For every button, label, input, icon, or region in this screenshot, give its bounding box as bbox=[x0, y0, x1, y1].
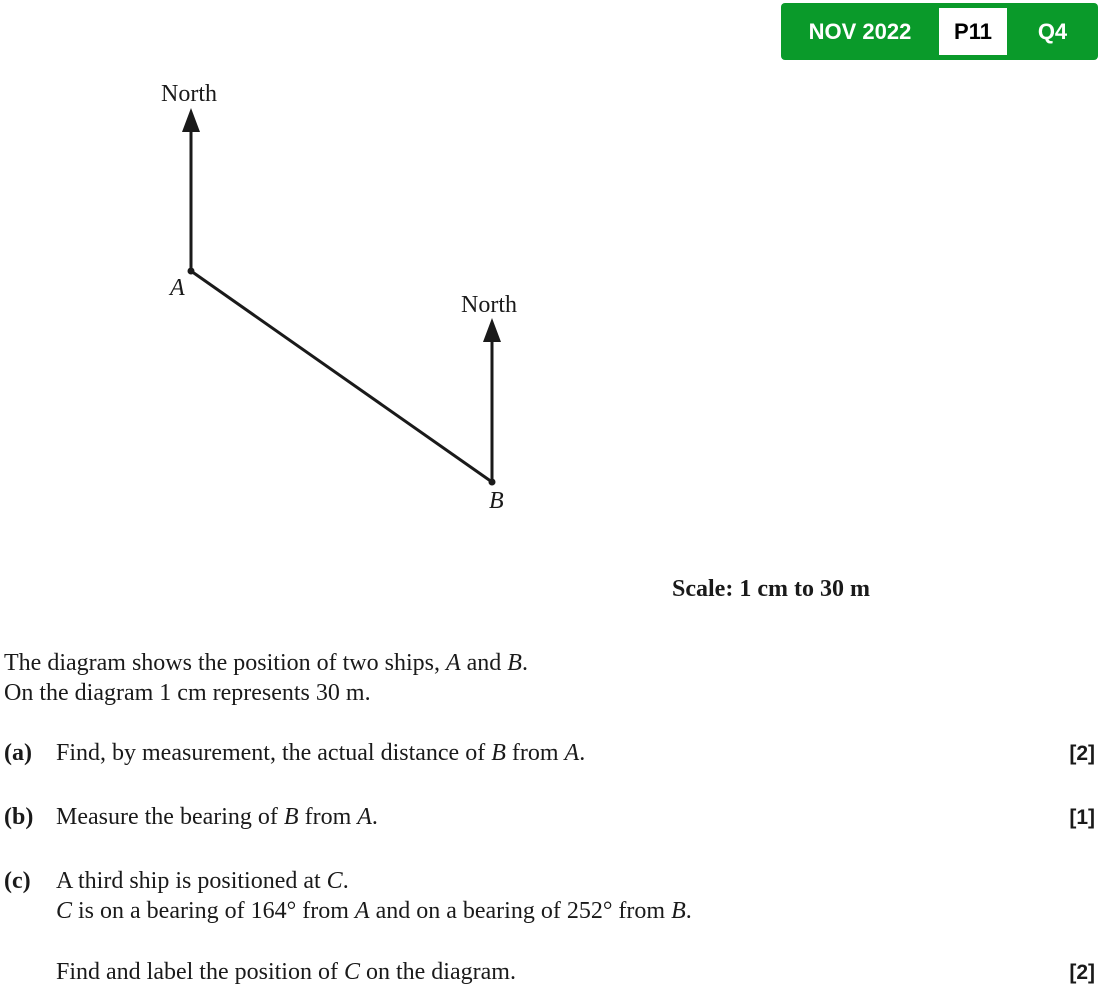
part-a-text bbox=[56, 738, 585, 768]
intro-line1-end: . bbox=[521, 650, 528, 676]
line-ab bbox=[191, 271, 492, 482]
part-a-letter: (a) bbox=[4, 740, 32, 766]
part-c-line2-var1: C bbox=[56, 898, 73, 924]
part-b-var2: A bbox=[357, 804, 372, 830]
intro-line1-mid: and bbox=[460, 650, 508, 676]
intro-line1-pre: The diagram shows the position of two ships, bbox=[4, 650, 446, 676]
part-b-end: . bbox=[371, 804, 378, 830]
intro-line-2: On the diagram 1 cm represents 30 m. bbox=[4, 680, 371, 706]
question-number: Q4 bbox=[1037, 18, 1068, 44]
point-a bbox=[188, 268, 195, 275]
part-c-marks: [2] bbox=[1069, 961, 1095, 984]
intro-var-a: A bbox=[445, 650, 461, 676]
part-c-line2-var3: B bbox=[671, 898, 686, 924]
part-b-text bbox=[56, 802, 378, 832]
part-c-line1-var: C bbox=[326, 868, 343, 894]
part-c-line2-pre: is on a bearing of 164° from bbox=[72, 898, 355, 924]
intro-var-b: B bbox=[507, 650, 522, 676]
part-c-line3-end: on the diagram. bbox=[359, 959, 516, 985]
part-b-marks: [1] bbox=[1069, 806, 1095, 829]
exam-session: NOV 2022 bbox=[808, 18, 912, 44]
part-c-line2-end: . bbox=[685, 898, 692, 924]
part-c-letter: (c) bbox=[4, 868, 31, 894]
part-c-text bbox=[56, 866, 692, 926]
part-b-pre: Measure the bearing of bbox=[56, 804, 284, 830]
part-b-mid: from bbox=[298, 804, 358, 830]
part-b-letter: (b) bbox=[4, 804, 34, 830]
part-a-mid: from bbox=[505, 740, 565, 766]
part-c-line1-pre: A third ship is positioned at bbox=[56, 868, 327, 894]
north-arrowhead-a bbox=[182, 108, 200, 132]
intro-text bbox=[4, 648, 528, 708]
scale-label: Scale: 1 cm to 30 m bbox=[672, 576, 870, 602]
north-label-a: North bbox=[161, 81, 217, 107]
part-c-line-2 bbox=[56, 896, 692, 926]
part-b-var1: B bbox=[283, 804, 299, 830]
part-a-marks: [2] bbox=[1069, 742, 1095, 765]
label-a: A bbox=[170, 275, 185, 301]
part-c-line3-pre: Find and label the position of bbox=[56, 959, 344, 985]
label-b: B bbox=[489, 488, 504, 514]
part-c-line1-end: . bbox=[342, 868, 349, 894]
part-c-line-1 bbox=[56, 866, 692, 896]
intro-line-1 bbox=[4, 648, 528, 678]
part-a-end: . bbox=[579, 740, 586, 766]
part-c-line-3 bbox=[56, 957, 516, 987]
north-label-b: North bbox=[461, 292, 517, 318]
part-c-line2-mid: and on a bearing of 252° from bbox=[369, 898, 672, 924]
part-a-var2: A bbox=[564, 740, 580, 766]
north-arrowhead-b bbox=[483, 318, 501, 342]
part-a-var1: B bbox=[491, 740, 506, 766]
part-a-pre: Find, by measurement, the actual distance of bbox=[56, 740, 492, 766]
paper-number: P11 bbox=[939, 8, 1007, 55]
part-c-line2-var2: A bbox=[354, 898, 370, 924]
part-c-line3-var: C bbox=[343, 959, 360, 985]
